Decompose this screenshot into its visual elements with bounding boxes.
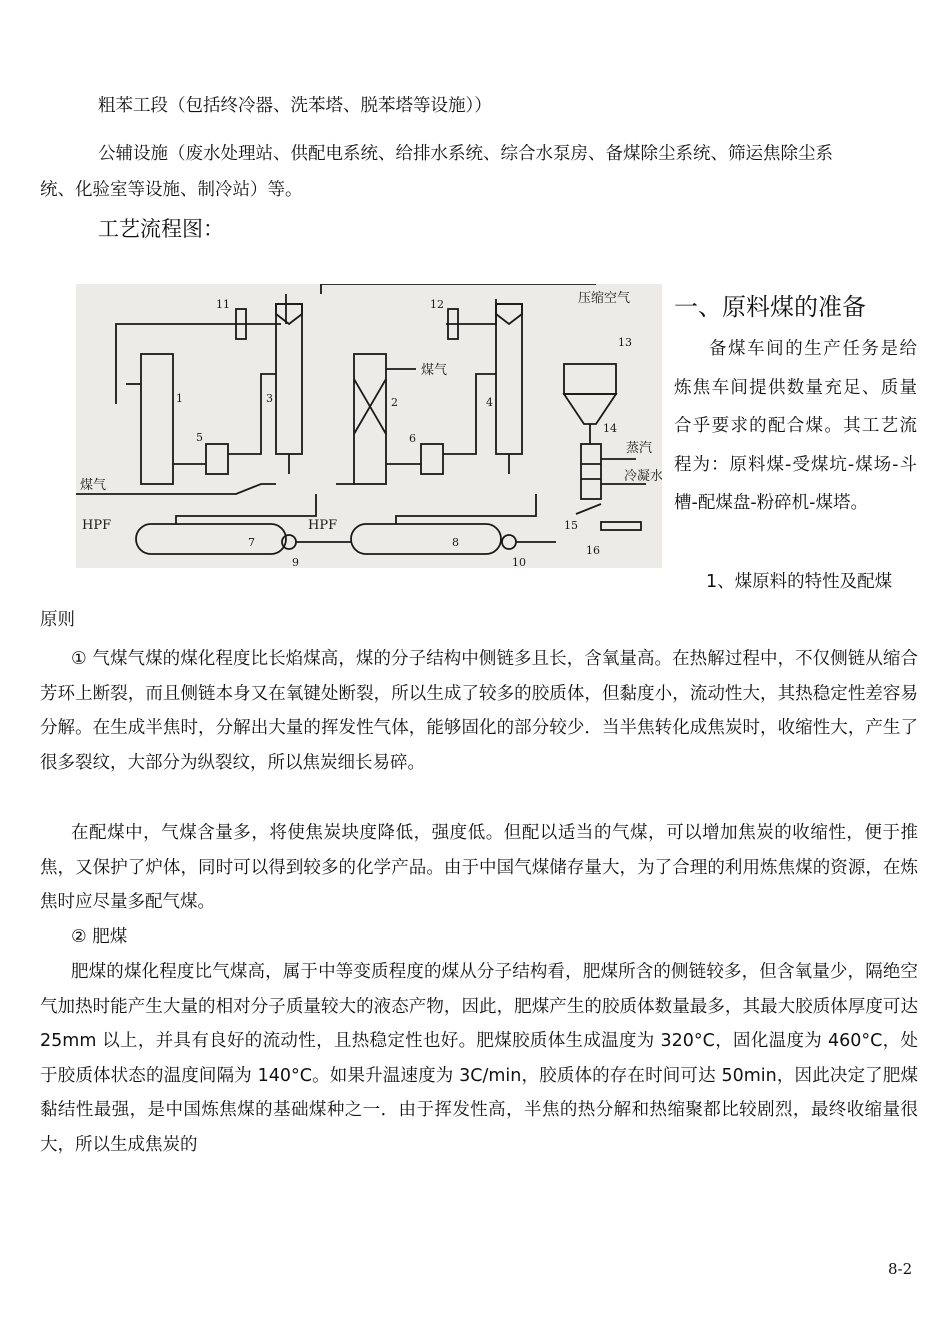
num-2: 2 (391, 396, 398, 409)
paragraph-gas-coal: ① 气煤气煤的煤化程度比长焰煤高，煤的分子结构中侧链多且长，含氧量高。在热解过程中，不仅侧链从缩合芳环上断裂，而且侧链本身又在氧键处断裂，所以生成了较多的胶质体，但黏度小，流动性大，其热稳定性差容易分解。在生成半焦时，分解出大量的挥发性气体，能够固化的部分较少．当半焦转化成焦炭时，收缩性大，产生了很多裂纹，大部分为纵裂纹，所以焦炭细长易碎。 (40, 649, 918, 773)
num-5: 5 (196, 431, 203, 444)
page-number: 8-2 (888, 1260, 913, 1278)
paragraph-fat-coal: 肥煤的煤化程度比气煤高，属于中等变质程度的煤从分子结构看，肥煤所含的侧链较多，但含氧量少，隔绝空气加热时能产生大量的相对分子质量较大的液态产物，因此，肥煤产生的胶质体数量最多，其最大胶质体厚度可达 25mm 以上，并具有良好的流动性，且热稳定性也好。肥煤胶质体生成温度为 320°C，固化温度为 460°C，处于胶质体状态的温度间隔为 140°C。如果升温速度为 3C/min，胶质体的存在时间可达 50min，因此决定了肥煤黏结性最强，是中国炼焦煤的基础煤种之一．由于挥发性高，半焦的热分解和热缩聚都比较剧烈，最终收缩量很大，所以生成焦炭的 (40, 962, 918, 1155)
label-condensate: 冷凝水 (624, 469, 662, 484)
num-3: 3 (266, 392, 273, 405)
label-hpf-right: HPF (308, 518, 338, 533)
num-6: 6 (409, 432, 416, 445)
num-16: 16 (586, 544, 600, 557)
num-11: 11 (216, 298, 230, 311)
label-compressed-air: 压缩空气 (578, 291, 631, 306)
num-4: 4 (486, 396, 493, 409)
paragraph-blending: 在配煤中，气煤含量多，将使焦炭块度降低，强度低。但配以适当的气煤，可以增加焦炭的收缩性，便于推焦，又保护了炉体，同时可以得到较多的化学产品。由于中国气煤储存量大，为了合理的利用炼焦煤的资源，在炼焦时应尽量多配气煤。 (40, 823, 918, 912)
text-line-utilities-cont: 统、化验室等设施、制冷站）等。 (40, 180, 303, 200)
text-line-crude-benzene: 粗苯工段（包括终冷器、洗苯塔、脱苯塔等设施）） (98, 96, 492, 116)
text-line-utilities: 公辅设施（废水处理站、供配电系统、给排水系统、综合水泵房、备煤除尘系统、筛运焦除尘系 (98, 144, 833, 164)
num-14: 14 (603, 422, 617, 435)
label-gas-right: 煤气 (421, 363, 448, 378)
num-1: 1 (176, 392, 183, 405)
section-intro: 备煤车间的生产任务是给炼焦车间提供数量充足、质量合乎要求的配合煤。其工艺流程为：原料煤-受煤坑-煤场-斗槽-配煤盘-粉碎机-煤塔。 (674, 339, 917, 513)
num-12: 12 (430, 298, 444, 311)
paragraph-fat-coal-heading: ② 肥煤 (71, 927, 128, 947)
process-flow-svg (76, 284, 662, 568)
label-steam: 蒸汽 (626, 441, 653, 456)
subsection-title: 1、煤原料的特性及配煤 (706, 572, 893, 592)
process-flow-diagram (76, 284, 662, 568)
subsection-title-cont: 原则 (40, 610, 75, 630)
label-gas-left: 煤气 (80, 478, 107, 493)
num-8: 8 (452, 536, 459, 549)
num-10: 10 (512, 556, 526, 568)
num-9: 9 (292, 556, 299, 568)
flow-chart-heading: 工艺流程图： (98, 217, 224, 241)
num-13: 13 (618, 336, 632, 349)
num-15: 15 (564, 519, 578, 532)
label-hpf-left: HPF (82, 518, 112, 533)
num-7: 7 (248, 536, 255, 549)
section-title: 一、原料煤的准备 (674, 293, 866, 321)
